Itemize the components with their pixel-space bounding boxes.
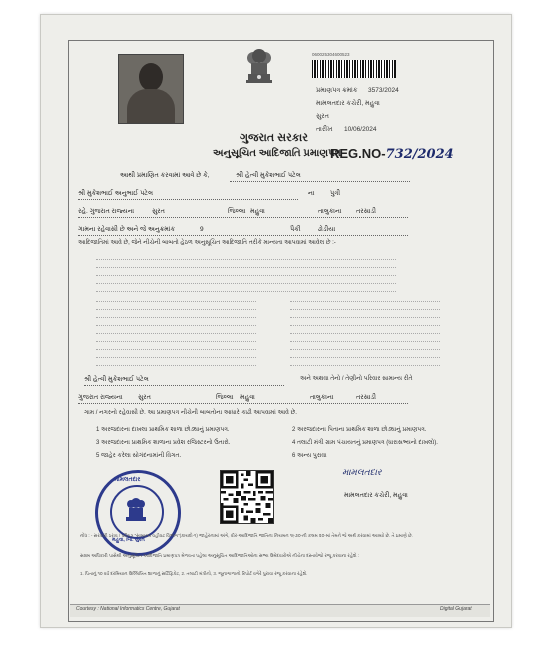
reg-number [330, 146, 454, 162]
header-district: સુરત [316, 113, 329, 120]
note-1: નોંધ : - સરકારી ઠરાવ / પરિપત્ર “સામાન્ય વહીવટ વિભાગ”(કાયદો-૧) જાહેરનામાં અંગે, વીર-આદિજાતિ જાતિના નિયમન ૧૯૭૦-ની કલમ ૨૦-માં તેમને જે અર્થ કરવામાં આવ્યો છે. તે પ્રમાણે છે. [80, 533, 413, 538]
relation-label: ના [308, 190, 315, 197]
reg-number-value: 732/2024 [385, 147, 454, 162]
person-line [84, 385, 284, 386]
qr-code [220, 470, 274, 524]
caste-line [78, 235, 408, 236]
note-3: 1. પિતાનું ૧૦ વર્ષ દરમિયાન ઉલ્લિખિત શાળાનું સર્ટિફિકેટ, 2. તલાટી મંત્રીનો, 3. જૂનાગાળાનો રિપોર્ટ વગેરે પુરાવા રજૂ કરવાના રહેશે. [80, 571, 308, 576]
address-taluka: તરસાડી [356, 394, 376, 401]
address-state: સુરત [138, 394, 151, 401]
state-emblem-icon [242, 44, 276, 88]
caste-label: પૈકી [290, 226, 301, 233]
issue-date: 10/06/2024 [344, 126, 377, 133]
caste-row-label: ગામના રહેવાસી છે અને જે અનુક્રમાંક [78, 226, 176, 233]
document-item: 5 જાહેર કરેલા સોગંદનામાંની વિગત. [96, 453, 182, 459]
cert-no-label: પ્રમાણપત્ર ક્રમાંક [316, 87, 358, 94]
document-item: 4 તલાટી મંત્રી ગ્રામ પંચાયતનું પ્રમાણપત્ર (ધારાસભ્યનો દાખલો). [292, 440, 438, 446]
address-district-label: જિલ્લા [216, 394, 234, 401]
intro-text: આથી પ્રમાણિત કરવામાં આવે છે કે, [120, 172, 210, 179]
seal-bottom-text: મહુવા, જિ. સુરત [112, 537, 145, 543]
state-label: રહે. ગુજરાત રાજ્યના [78, 208, 135, 215]
taluka-label: તાલુકાના [318, 208, 342, 215]
footer-brand: Digital Gujarat [440, 606, 472, 612]
certificate-title: અનુસૂચિત આદિજાતિ પ્રમાણપત્ર [213, 148, 341, 159]
official-seal [95, 470, 181, 556]
person-text: અને અથવા તેનો / તેણીનો પરિવાર સામાન્ય રીતે [300, 376, 413, 382]
barcode-number: 060025304600523 [312, 52, 350, 57]
caste-number: 9 [200, 226, 204, 233]
barcode [312, 60, 396, 78]
district-label: જિલ્લા [228, 208, 246, 215]
notice-text: આદિજાતિમાં આવે છે, જેને નીચેની બાબતો હેઠળ અનુસૂચિત આદિજાતિ તરીકે માન્યતા આપવામાં આવેલ છે :- [78, 240, 336, 246]
photo-body [127, 89, 175, 124]
date-label: તારીખ [316, 126, 333, 133]
district-value: મહુવા [250, 208, 265, 215]
seal-emblem-icon [123, 495, 149, 525]
officer-signature: મામલતદાર [342, 468, 382, 478]
applicant-name: શ્રી હેત્વી મુકેશભાઈ પટેલ [236, 172, 301, 179]
applicant-photo [118, 54, 184, 124]
legal-orders-top [96, 252, 396, 292]
taluka-value: તરસાડી [356, 208, 376, 215]
state-line [78, 217, 408, 218]
declaration-text: ગામ / નગરનો રહેવાસી છે. આ પ્રમાણપત્ર નીચેની બાબતોના આધારે કાઢી આપવામાં આવે છે. [84, 410, 297, 416]
footer-credit: Courtesy : National Informatics Centre, Gujarat [76, 606, 180, 612]
document-item: 1 અરજદારના દાખલા પ્રાથમિક શાળા છોડ્યાનું પ્રમાણપત્ર. [96, 427, 230, 433]
note-2: સક્ષમ અધિકારી પાસેથી અનુસૂચિત આદિજાતિ પ્રમાણપત્ર મેળવતા પહેલા અનુસૂચિત આદિજાતિઓના સભ્ય ઉમેદવારોએ નીચેના દસ્તાવેજો રજૂ કરવાના રહેશે : [80, 553, 359, 558]
document-item: 6 અન્ય પુરાવા [292, 453, 327, 459]
government-title: ગુજરાત સરકાર [240, 132, 308, 144]
legal-orders-right [290, 294, 440, 366]
reg-number-label: REG.NO- [330, 146, 386, 161]
legal-orders-left [96, 294, 256, 366]
applicant-line [230, 181, 410, 182]
caste-value: ઢોડીયા [318, 226, 336, 233]
address-state-label: ગુજરાત રાજ્યના [78, 394, 123, 401]
cert-no: 3573/2024 [368, 87, 399, 94]
relation-value: પુત્રી [330, 190, 341, 197]
address-taluka-label: તાલુકાના [310, 394, 334, 401]
issuing-office: મામલતદાર કચેરી, મહુવા [316, 100, 380, 107]
document-item: 2 અરજદારના પિતાના પ્રાથમિક શાળા છોડ્યાનું પ્રમાણપત્ર. [292, 427, 427, 433]
seal-top-text: મામલતદાર [114, 477, 141, 483]
address-district: મહુવા [240, 394, 255, 401]
signature-office: મામલતદાર કચેરી, મહુવા [344, 492, 408, 499]
state-value: સુરત [152, 208, 165, 215]
person-name: શ્રી હેત્વી મુકેશભાઈ પટેલ [84, 376, 149, 383]
photo-head [139, 63, 163, 91]
father-name: શ્રી મુકેશભાઈ અનુભાઈ પટેલ [78, 190, 154, 197]
father-line [78, 199, 298, 200]
address-line [78, 403, 408, 404]
document-item: 3 અરજદારના પ્રાથમિક શાળાના પ્રવેશ રજિસ્ટરનો ઉતારો. [96, 440, 231, 446]
